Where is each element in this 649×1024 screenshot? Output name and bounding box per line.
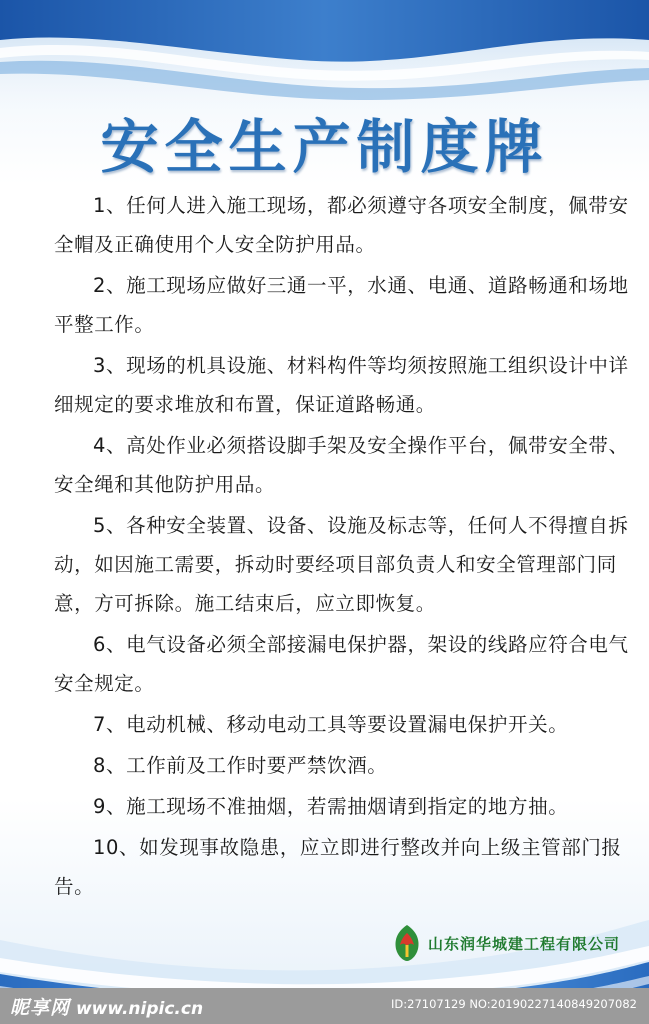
rule-item-8: 8、工作前及工作时要严禁饮酒。 bbox=[93, 754, 388, 777]
rule-item-4: 4、高处作业必须搭设脚手架及安全操作平台，佩带安全带、安全绳和其他防护用品。 bbox=[54, 434, 629, 496]
rule-item-10: 10、如发现事故隐患，应立即进行整改并向上级主管部门报告。 bbox=[54, 836, 622, 898]
rule-item-1: 1、任何人进入施工现场，都必须遵守各项安全制度，佩带安全帽及正确使用个人安全防护用品。 bbox=[54, 194, 629, 256]
rule-item-3: 3、现场的机具设施、材料构件等均须按照施工组织设计中详细规定的要求堆放和布置，保证道路畅通。 bbox=[54, 354, 629, 416]
safety-rules-list bbox=[54, 186, 638, 908]
watermark-id: ID:27107129 NO:20190227140849207082 bbox=[391, 997, 637, 1011]
watermark-brand: 昵享网 bbox=[10, 997, 71, 1019]
rule-item-5: 5、各种安全装置、设备、设施及标志等，任何人不得擅自拆动，如因施工需要，拆动时要经项目部负责人和安全管理部门同意，方可拆除。施工结束后，应立即恢复。 bbox=[54, 514, 629, 615]
page-title: 安全生产制度牌 bbox=[100, 113, 549, 181]
rule-item-9: 9、施工现场不准抽烟，若需抽烟请到指定的地方抽。 bbox=[93, 795, 569, 818]
company-logo-icon bbox=[390, 923, 424, 963]
rule-item-7: 7、电动机械、移动电动工具等要设置漏电保护开关。 bbox=[93, 713, 569, 736]
watermark-site bbox=[10, 993, 203, 1019]
rule-item-2: 2、施工现场应做好三通一平，水通、电通、道路畅通和场地平整工作。 bbox=[54, 274, 629, 336]
company-mark bbox=[390, 920, 640, 966]
rule-item-6: 6、电气设备必须全部接漏电保护器，架设的线路应符合电气安全规定。 bbox=[54, 633, 629, 695]
company-name: 山东润华城建工程有限公司 bbox=[428, 934, 621, 953]
watermark-url: www.nipic.cn bbox=[75, 999, 204, 1019]
